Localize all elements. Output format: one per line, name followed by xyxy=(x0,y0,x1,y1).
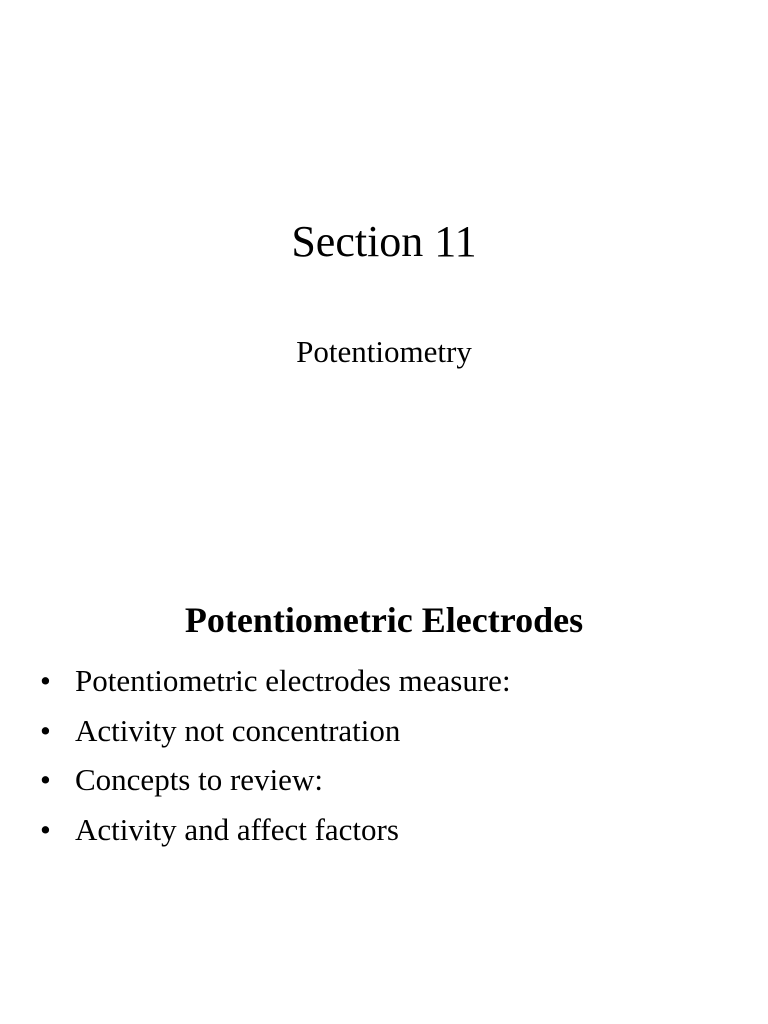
bullet-dot-icon: • xyxy=(40,663,51,698)
bullet-text: Activity and affect factors xyxy=(75,811,399,847)
bullet-item xyxy=(40,656,740,706)
bullet-text: Concepts to review: xyxy=(75,762,323,797)
bullet-text: Potentiometric electrodes measure: xyxy=(75,663,511,698)
section-title: Section 11 xyxy=(291,217,477,266)
section-subtitle: Potentiometry xyxy=(296,334,472,369)
bullet-item xyxy=(40,805,740,855)
bullet-item xyxy=(40,755,740,805)
bullet-dot-icon: • xyxy=(40,762,51,797)
content-slide xyxy=(0,512,768,1024)
slide-heading: Potentiometric Electrodes xyxy=(184,600,584,640)
bullet-list xyxy=(40,656,740,854)
bullet-text: Activity not concentration xyxy=(75,712,401,748)
bullet-item xyxy=(40,706,740,756)
bullet-dot-icon: • xyxy=(40,712,51,748)
bullet-dot-icon: • xyxy=(40,811,51,847)
